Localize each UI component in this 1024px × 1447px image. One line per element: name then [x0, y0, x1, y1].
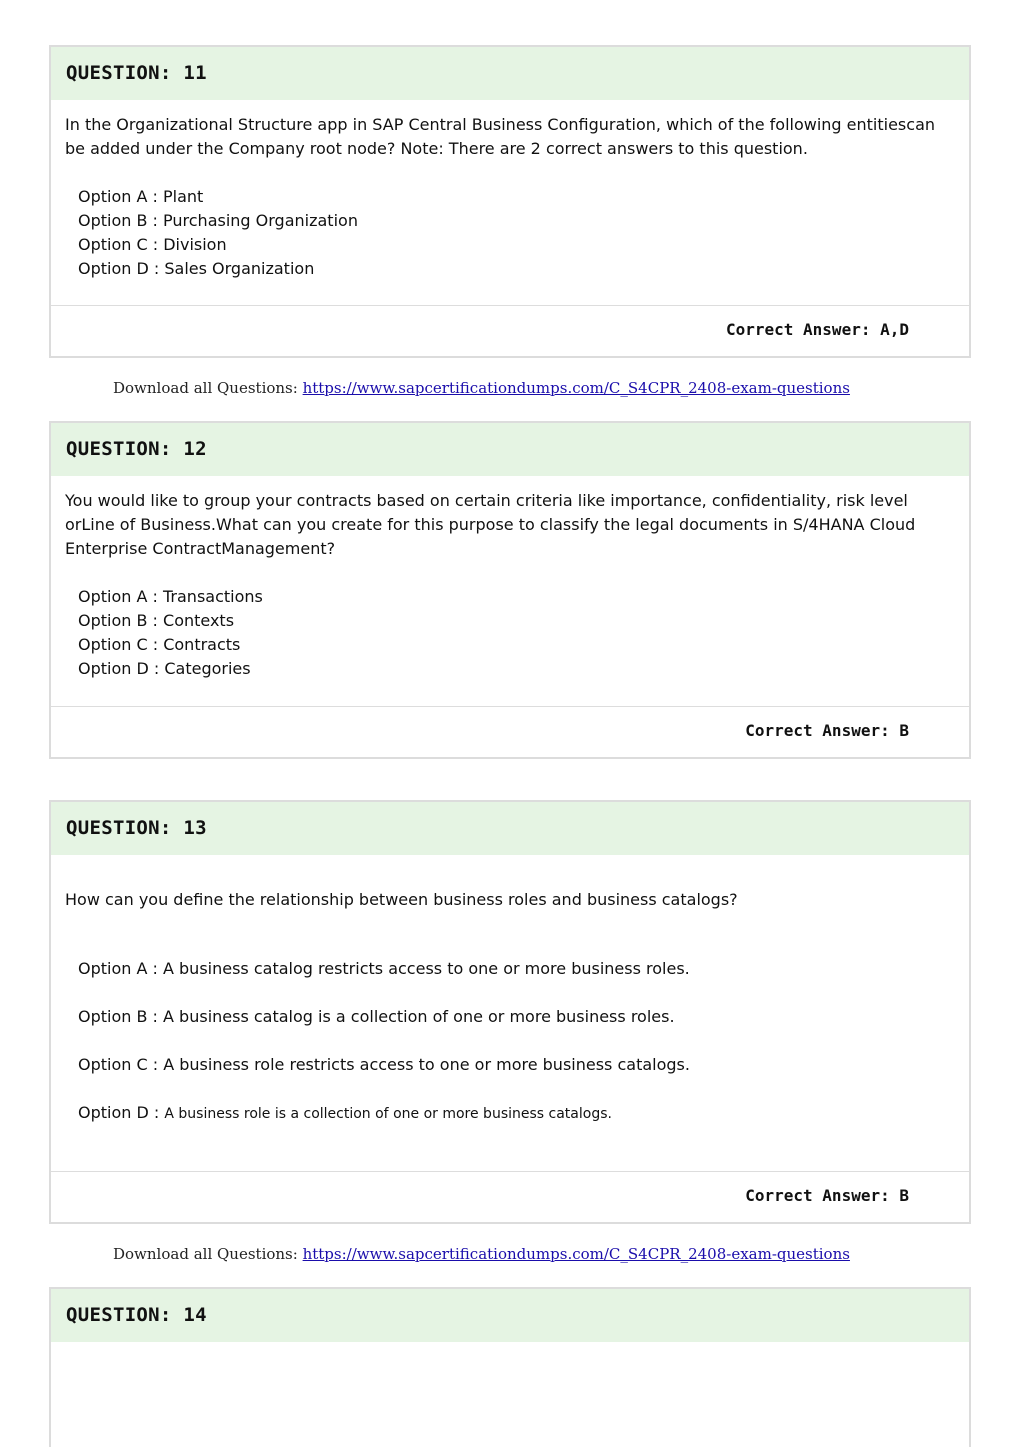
options-list: [78, 185, 358, 281]
option-b: Option B : Purchasing Organization: [78, 211, 358, 230]
question-text: In the Organizational Structure app in SAP Central Business Configuration, which of the following entitiescan be added under the Company root node? Note: There are 2 correct answers to this question.: [65, 115, 936, 158]
question-card-13: [49, 800, 971, 1224]
question-header: QUESTION: 14: [51, 1289, 969, 1342]
download-link[interactable]: https://www.sapcertificationdumps.com/C_S4CPR_2408-exam-questions: [302, 1245, 850, 1263]
option-a: Option A : Transactions: [78, 587, 263, 606]
question-card-14: [49, 1287, 971, 1447]
divider: [51, 1171, 969, 1172]
divider: [51, 305, 969, 306]
option-c: Option C : A business role restricts access to one or more business catalogs.: [78, 1055, 690, 1074]
option-c: Option C : Contracts: [78, 635, 241, 654]
download-link[interactable]: https://www.sapcertificationdumps.com/C_S4CPR_2408-exam-questions: [302, 379, 850, 397]
question-text: You would like to group your contracts based on certain criteria like importance, confidentiality, risk level orLine of Business.What can you create for this purpose to classify the legal documents in S/4HANA Cloud Enterprise ContractManagement?: [65, 491, 916, 558]
question-header: QUESTION: 12: [51, 423, 969, 476]
option-d-text: A business role is a collection of one or more business catalogs.: [164, 1106, 612, 1122]
option-d: [78, 1101, 690, 1126]
download-line: [113, 379, 850, 397]
option-a: Option A : A business catalog restricts access to one or more business roles.: [78, 959, 690, 978]
correct-answer: Correct Answer: B: [745, 721, 909, 740]
divider: [51, 706, 969, 707]
download-label: Download all Questions:: [113, 379, 298, 397]
options-list: [78, 957, 690, 1126]
option-b: Option B : A business catalog is a collection of one or more business roles.: [78, 1007, 675, 1026]
option-c: Option C : Division: [78, 235, 227, 254]
option-b: Option B : Contexts: [78, 611, 235, 630]
option-d: Option D : Sales Organization: [78, 259, 315, 278]
download-label: Download all Questions:: [113, 1245, 298, 1263]
options-list: [78, 585, 263, 681]
question-card-12: [49, 421, 971, 759]
question-header: QUESTION: 13: [51, 802, 969, 855]
option-d-label: Option D :: [78, 1103, 160, 1122]
download-line: [113, 1245, 850, 1263]
correct-answer: Correct Answer: A,D: [725, 320, 909, 339]
option-a: Option A : Plant: [78, 187, 204, 206]
question-text: How can you define the relationship between business roles and business catalogs?: [65, 890, 738, 909]
question-card-11: [49, 45, 971, 358]
option-d: Option D : Categories: [78, 659, 251, 678]
question-header: QUESTION: 11: [51, 47, 969, 100]
correct-answer: Correct Answer: B: [745, 1186, 909, 1205]
